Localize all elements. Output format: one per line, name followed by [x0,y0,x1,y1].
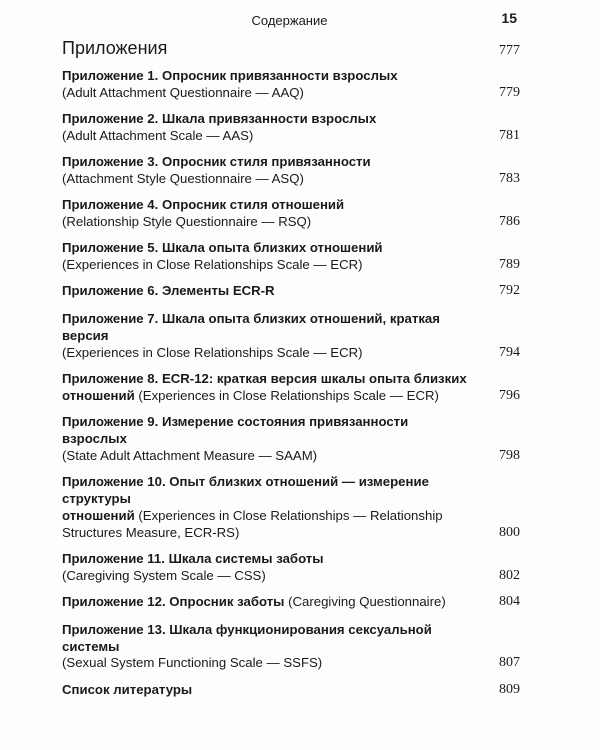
toc-part-heading [62,38,520,59]
entry-subtitle: (Caregiving System Scale — CSS) [62,567,266,583]
bibliography-title: Список литературы [62,681,193,697]
toc-entry-appendix-2[interactable] [62,111,520,145]
entry-subtitle: (Relationship Style Questionnaire — RSQ) [62,214,312,230]
entry-title: Приложение 9. Измерение состояния привязанности взрослых [62,414,409,447]
entry-title-continuation: отношений [62,507,135,523]
entry-title: Приложение 7. Шкала опыта близких отношений, краткая версия [62,311,440,344]
toc-entry-appendix-5[interactable] [62,240,520,274]
entry-title-line [62,594,446,609]
entry-page-number: 804 [499,593,520,609]
toc-entry-appendix-9[interactable] [62,414,520,464]
entry-page-number: 786 [499,214,520,230]
toc-entry-bibliography[interactable] [62,682,520,699]
entry-page-number: 802 [499,567,520,583]
entry-title-continuation: отношений [62,387,135,403]
entry-title: Приложение 11. Шкала системы заботы [62,550,324,566]
running-head-page-number: 15 [501,10,517,26]
toc-entry-appendix-6[interactable] [62,283,520,300]
toc-entry-appendix-1[interactable] [62,68,520,102]
toc-entry-appendix-4[interactable] [62,197,520,231]
entry-title: Приложение 8. ECR-12: краткая версия шкалы опыта близких [62,371,467,387]
entry-page-number: 800 [499,524,520,540]
entry-page-number: 794 [499,344,520,360]
entry-subtitle: (Adult Attachment Scale — AAS) [62,127,254,143]
part-title: Приложения [62,38,168,58]
entry-subtitle-line [62,508,476,525]
entry-page-number: 781 [499,127,520,143]
entry-title: Приложение 12. Опросник заботы [62,593,285,609]
toc-entry-appendix-12[interactable] [62,594,520,611]
entry-title: Приложение 5. Шкала опыта близких отношений [62,240,383,256]
running-head [62,10,517,30]
entry-subtitle: (Experiences in Close Relationships — Relationship [134,507,443,523]
entry-subtitle: (Experiences in Close Relationships Scale — ECR) [62,344,363,360]
entry-subtitle: (Caregiving Questionnaire) [284,593,446,609]
toc-entry-appendix-13[interactable] [62,622,520,672]
entry-title: Приложение 6. Элементы ECR-R [62,283,275,299]
entry-subtitle: (Sexual System Functioning Scale — SSFS) [62,655,323,671]
entry-page-number: 779 [499,84,520,100]
entry-title: Приложение 4. Опросник стиля отношений [62,197,345,213]
toc-entry-appendix-3[interactable] [62,154,520,188]
entry-page-number: 789 [499,257,520,273]
entry-title: Приложение 1. Опросник привязанности взрослых [62,68,398,83]
entry-title: Приложение 3. Опросник стиля привязанности [62,154,371,170]
entry-subtitle-line [62,388,476,405]
running-head-title: Содержание [251,13,328,28]
bibliography-page-number: 809 [499,681,520,697]
entry-page-number: 807 [499,655,520,671]
toc-list [62,68,520,709]
entry-title: Приложение 2. Шкала привязанности взрослых [62,111,377,127]
entry-page-number: 798 [499,447,520,463]
entry-page-number: 796 [499,387,520,403]
entry-subtitle-continuation: Structures Measure, ECR-RS) [62,524,240,540]
entry-subtitle: (Adult Attachment Questionnaire — AAQ) [62,84,304,100]
toc-entry-appendix-8[interactable] [62,371,520,405]
entry-subtitle: (Experiences in Close Relationships Scale — ECR) [134,387,439,403]
toc-entry-appendix-11[interactable] [62,551,520,585]
entry-subtitle: (Attachment Style Questionnaire — ASQ) [62,170,304,186]
entry-title: Приложение 13. Шкала функционирования сексуальной системы [62,621,432,654]
entry-page-number: 792 [499,283,520,299]
toc-entry-appendix-10[interactable] [62,474,520,541]
entry-subtitle: (State Adult Attachment Measure — SAAM) [62,447,318,463]
entry-title: Приложение 10. Опыт близких отношений — измерение структуры [62,474,429,506]
toc-entry-appendix-7[interactable] [62,311,520,361]
part-page-number: 777 [499,43,520,58]
entry-page-number: 783 [499,170,520,186]
entry-subtitle: (Experiences in Close Relationships Scale — ECR) [62,257,363,273]
